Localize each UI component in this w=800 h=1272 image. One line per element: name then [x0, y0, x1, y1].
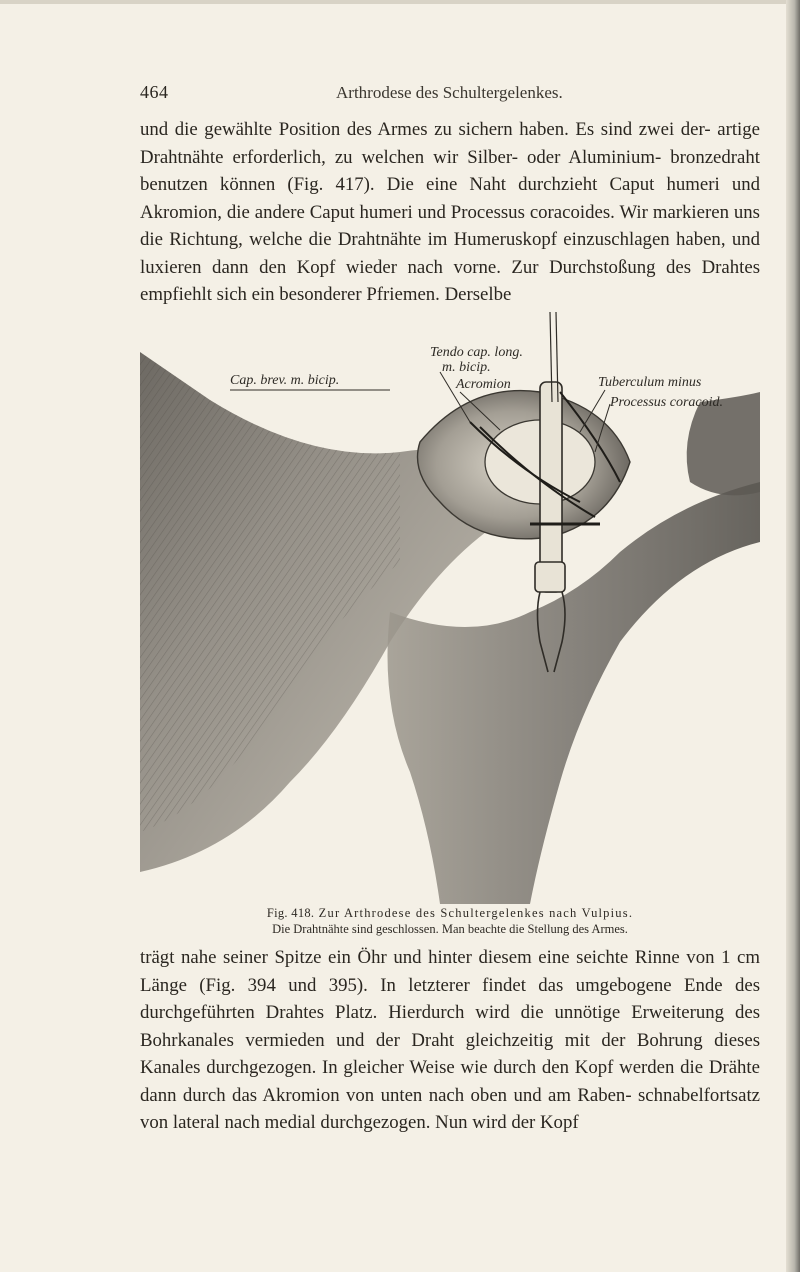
- paragraph-bottom: [140, 944, 760, 1137]
- page-spine-shadow: [786, 0, 800, 1272]
- caption-title-line: [140, 905, 760, 921]
- shoulder-arthrodesis-drawing: [140, 312, 760, 904]
- paragraph-top: [140, 116, 760, 309]
- text-line: trägt nahe seiner Spitze ein Öhr und hinter diesem eine seichte Rinne von: [140, 947, 715, 968]
- text-line: Kanales durchgezogen. In gleicher Weise wie durch den Kopf werden die: [140, 1057, 704, 1078]
- label-tuberculum-minus: Tuberculum minus: [598, 375, 702, 390]
- text-line: 1 cm Länge (Fig. 394 und 395). In letzterer findet das umgebogene Ende des: [140, 947, 760, 996]
- text-line: artige Drahtnähte erforderlich, zu welchen wir Silber- oder Aluminium-: [140, 119, 760, 168]
- text-line: einzuschlagen haben, und luxieren dann den Kopf wieder nach vorne. Zur: [140, 229, 760, 278]
- page-number: 464: [140, 82, 169, 102]
- text-line: schnabelfortsatz von lateral nach medial durchgezogen. Nun wird der Kopf: [140, 1084, 760, 1133]
- text-line: bronzedraht benutzen können (Fig. 417). Die eine Naht durchzieht Caput: [140, 146, 760, 195]
- text-line: Wir markieren uns die Richtung, welche die Drahtnähte im Humeruskopf: [140, 201, 760, 250]
- text-line: Drähte dann durch das Akromion von unten nach oben und am Raben-: [140, 1057, 760, 1106]
- text-line: Durchstoßung des Drahtes empfiehlt sich ein besonderer Pfriemen. Derselbe: [140, 256, 760, 305]
- text-line: durchgeführten Drahtes Platz. Hierdurch wird die unnötige Erweiterung des: [140, 1002, 760, 1023]
- label-processus-coracoid: Processus coracoid.: [610, 395, 724, 410]
- text-line: und die gewählte Position des Armes zu sichern haben. Es sind zwei der-: [140, 119, 711, 140]
- caption-figure-number: Fig. 418.: [266, 906, 315, 920]
- running-title: Arthrodese des Schultergelenkes.: [336, 83, 563, 102]
- text-line: Bohrkanales vermieden und der Draht gleichzeitig mit der Bohrung dieses: [140, 1029, 760, 1051]
- caption-note: Die Drahtnähte sind geschlossen. Man beachte die Stellung des Armes.: [272, 922, 628, 936]
- label-acromion: Acromion: [456, 377, 511, 392]
- label-tendo-cap-long: Tendo cap. long.: [430, 345, 523, 360]
- page-top-edge: [0, 0, 800, 4]
- caption-title: Zur Arthrodese des Schultergelenkes nach Vulpius.: [318, 906, 634, 920]
- label-m-bicip: m. bicip.: [442, 360, 491, 375]
- running-header: [140, 82, 760, 108]
- anatomical-illustration: [140, 312, 760, 904]
- figure-caption: [140, 905, 760, 937]
- label-cap-brev: Cap. brev. m. bicip.: [230, 373, 340, 388]
- text-line: humeri und Akromion, die andere Caput humeri und Processus coracoides.: [140, 174, 760, 223]
